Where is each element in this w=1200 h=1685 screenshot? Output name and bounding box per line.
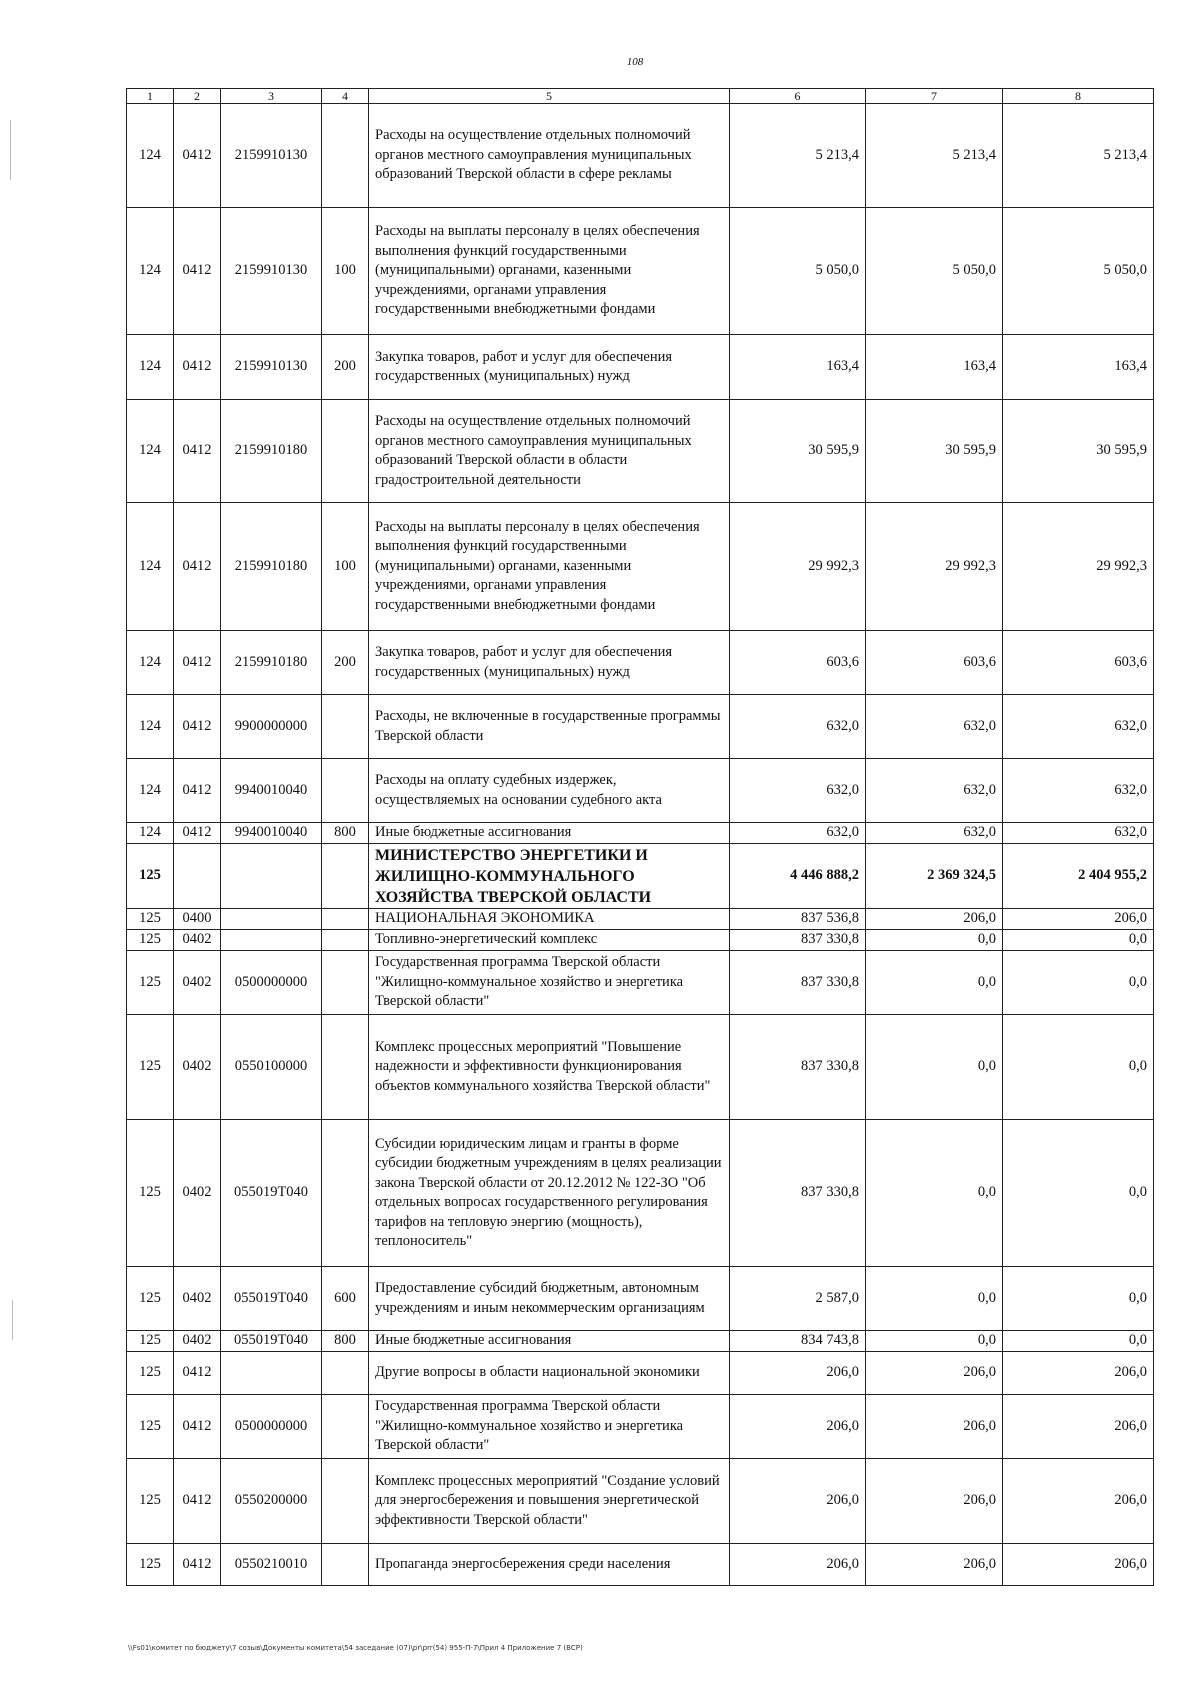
cell-description: Пропаганда энергосбережения среди населения xyxy=(369,1544,730,1586)
cell-description: Расходы на оплату судебных издержек, осуществляемых на основании судебного акта xyxy=(369,759,730,823)
cell-amount-col8: 5 213,4 xyxy=(1003,104,1154,208)
cell-description: МИНИСТЕРСТВО ЭНЕРГЕТИКИ И ЖИЛИЩНО-КОММУНАЛЬНОГО ХОЗЯЙСТВА ТВЕРСКОЙ ОБЛАСТИ xyxy=(369,844,730,909)
cell-target-article: 055019Т040 xyxy=(221,1331,322,1352)
cell-description: Предоставление субсидий бюджетным, автономным учреждениям и иным некоммерческим организациям xyxy=(369,1267,730,1331)
header-row xyxy=(127,89,1154,104)
cell-ministry-code: 125 xyxy=(127,1120,174,1267)
column-header: 7 xyxy=(866,89,1003,104)
cell-amount-col7: 163,4 xyxy=(866,335,1003,400)
cell-ministry-code: 125 xyxy=(127,1331,174,1352)
cell-amount-col6: 837 330,8 xyxy=(730,1120,866,1267)
cell-amount-col8: 632,0 xyxy=(1003,695,1154,759)
cell-amount-col8: 0,0 xyxy=(1003,930,1154,951)
table-row xyxy=(127,1352,1154,1395)
cell-expense-type xyxy=(322,104,369,208)
scan-edge-mark xyxy=(10,120,11,180)
cell-amount-col6: 206,0 xyxy=(730,1459,866,1544)
cell-target-article: 0500000000 xyxy=(221,1395,322,1459)
cell-description: Закупка товаров, работ и услуг для обеспечения государственных (муниципальных) нужд xyxy=(369,335,730,400)
cell-target-article xyxy=(221,844,322,909)
cell-description: Расходы на выплаты персоналу в целях обеспечения выполнения функций государственными (муниципальными) органами, казенными учреждениями, органами управления государственными внебюджетными фондами xyxy=(369,208,730,335)
cell-section-code: 0412 xyxy=(174,503,221,631)
cell-description: НАЦИОНАЛЬНАЯ ЭКОНОМИКА xyxy=(369,909,730,930)
cell-target-article: 055019Т040 xyxy=(221,1267,322,1331)
cell-expense-type xyxy=(322,930,369,951)
cell-target-article: 0550210010 xyxy=(221,1544,322,1586)
table-row xyxy=(127,1395,1154,1459)
cell-target-article: 2159910130 xyxy=(221,208,322,335)
cell-amount-col6: 163,4 xyxy=(730,335,866,400)
cell-amount-col6: 603,6 xyxy=(730,631,866,695)
cell-target-article xyxy=(221,909,322,930)
cell-amount-col8: 163,4 xyxy=(1003,335,1154,400)
cell-amount-col6: 837 536,8 xyxy=(730,909,866,930)
footer-file-path: \\Fs01\комитет по бюджету\7 созыв\Документы комитета\54 заседание (07)\pr\prr(54) 955-П-7\Прил 4 Приложение 7 (ВСР) xyxy=(128,1644,583,1652)
cell-amount-col6: 2 587,0 xyxy=(730,1267,866,1331)
cell-ministry-code: 124 xyxy=(127,823,174,844)
cell-amount-col8: 0,0 xyxy=(1003,1120,1154,1267)
cell-expense-type xyxy=(322,844,369,909)
cell-section-code: 0400 xyxy=(174,909,221,930)
column-header: 5 xyxy=(369,89,730,104)
page-number: 108 xyxy=(626,56,644,68)
cell-ministry-code: 125 xyxy=(127,1544,174,1586)
table-row xyxy=(127,759,1154,823)
table-row xyxy=(127,695,1154,759)
cell-amount-col7: 206,0 xyxy=(866,1395,1003,1459)
cell-amount-col7: 0,0 xyxy=(866,951,1003,1015)
cell-ministry-code: 125 xyxy=(127,844,174,909)
cell-target-article: 055019Т040 xyxy=(221,1120,322,1267)
cell-amount-col7: 0,0 xyxy=(866,1331,1003,1352)
cell-amount-col8: 30 595,9 xyxy=(1003,400,1154,503)
cell-ministry-code: 124 xyxy=(127,503,174,631)
cell-description: Комплекс процессных мероприятий "Повышение надежности и эффективности функционирования объектов коммунального хозяйства Тверской области" xyxy=(369,1015,730,1120)
cell-target-article: 2159910180 xyxy=(221,631,322,695)
cell-section-code: 0412 xyxy=(174,104,221,208)
cell-amount-col8: 603,6 xyxy=(1003,631,1154,695)
cell-amount-col6: 5 213,4 xyxy=(730,104,866,208)
cell-expense-type xyxy=(322,759,369,823)
table-row xyxy=(127,631,1154,695)
cell-amount-col7: 29 992,3 xyxy=(866,503,1003,631)
cell-target-article: 0550100000 xyxy=(221,1015,322,1120)
cell-amount-col8: 206,0 xyxy=(1003,1459,1154,1544)
cell-amount-col8: 0,0 xyxy=(1003,1267,1154,1331)
cell-target-article: 0550200000 xyxy=(221,1459,322,1544)
cell-ministry-code: 125 xyxy=(127,1015,174,1120)
cell-section-code xyxy=(174,844,221,909)
cell-expense-type xyxy=(322,1015,369,1120)
cell-expense-type xyxy=(322,1352,369,1395)
cell-description: Государственная программа Тверской области "Жилищно-коммунальное хозяйство и энергетика Тверской области" xyxy=(369,951,730,1015)
cell-description: Субсидии юридическим лицам и гранты в форме субсидии бюджетным учреждениям в целях реализации закона Тверской области от 20.12.2012 № 122-ЗО "Об отдельных вопросах государственного регулирования тарифов на тепловую энергию (мощность), теплоноситель" xyxy=(369,1120,730,1267)
cell-ministry-code: 125 xyxy=(127,909,174,930)
cell-target-article: 9900000000 xyxy=(221,695,322,759)
cell-amount-col7: 0,0 xyxy=(866,1267,1003,1331)
cell-amount-col6: 206,0 xyxy=(730,1352,866,1395)
column-header: 4 xyxy=(322,89,369,104)
column-header: 3 xyxy=(221,89,322,104)
cell-ministry-code: 124 xyxy=(127,695,174,759)
column-header: 2 xyxy=(174,89,221,104)
cell-description: Комплекс процессных мероприятий "Создание условий для энергосбережения и повышения энергетической эффективности Тверской области" xyxy=(369,1459,730,1544)
cell-expense-type xyxy=(322,1395,369,1459)
cell-amount-col6: 837 330,8 xyxy=(730,1015,866,1120)
table-row xyxy=(127,400,1154,503)
cell-amount-col8: 2 404 955,2 xyxy=(1003,844,1154,909)
cell-ministry-code: 124 xyxy=(127,335,174,400)
cell-ministry-code: 125 xyxy=(127,1352,174,1395)
cell-target-article xyxy=(221,930,322,951)
cell-section-code: 0412 xyxy=(174,1459,221,1544)
cell-amount-col8: 206,0 xyxy=(1003,1395,1154,1459)
table-row xyxy=(127,1544,1154,1586)
cell-target-article xyxy=(221,1352,322,1395)
cell-amount-col6: 206,0 xyxy=(730,1544,866,1586)
cell-amount-col7: 0,0 xyxy=(866,1120,1003,1267)
cell-amount-col6: 206,0 xyxy=(730,1395,866,1459)
cell-amount-col7: 5 213,4 xyxy=(866,104,1003,208)
cell-expense-type xyxy=(322,909,369,930)
cell-section-code: 0402 xyxy=(174,1331,221,1352)
cell-amount-col7: 632,0 xyxy=(866,695,1003,759)
cell-expense-type: 600 xyxy=(322,1267,369,1331)
table-row xyxy=(127,909,1154,930)
cell-expense-type xyxy=(322,951,369,1015)
cell-amount-col7: 603,6 xyxy=(866,631,1003,695)
cell-ministry-code: 125 xyxy=(127,1459,174,1544)
cell-section-code: 0402 xyxy=(174,1015,221,1120)
cell-amount-col7: 0,0 xyxy=(866,1015,1003,1120)
cell-target-article: 0500000000 xyxy=(221,951,322,1015)
cell-description: Иные бюджетные ассигнования xyxy=(369,1331,730,1352)
cell-section-code: 0412 xyxy=(174,400,221,503)
cell-expense-type xyxy=(322,1120,369,1267)
cell-description: Закупка товаров, работ и услуг для обеспечения государственных (муниципальных) нужд xyxy=(369,631,730,695)
cell-description: Иные бюджетные ассигнования xyxy=(369,823,730,844)
cell-amount-col8: 632,0 xyxy=(1003,823,1154,844)
cell-ministry-code: 124 xyxy=(127,400,174,503)
table-row xyxy=(127,208,1154,335)
cell-ministry-code: 124 xyxy=(127,631,174,695)
cell-amount-col6: 632,0 xyxy=(730,823,866,844)
cell-description: Расходы на осуществление отдельных полномочий органов местного самоуправления муниципальных образований Тверской области в сфере рекламы xyxy=(369,104,730,208)
table-row xyxy=(127,503,1154,631)
cell-section-code: 0412 xyxy=(174,1544,221,1586)
column-header: 6 xyxy=(730,89,866,104)
table-row xyxy=(127,1331,1154,1352)
cell-description: Другие вопросы в области национальной экономики xyxy=(369,1352,730,1395)
cell-amount-col8: 632,0 xyxy=(1003,759,1154,823)
cell-target-article: 2159910130 xyxy=(221,104,322,208)
cell-amount-col8: 5 050,0 xyxy=(1003,208,1154,335)
cell-amount-col7: 206,0 xyxy=(866,1544,1003,1586)
cell-section-code: 0402 xyxy=(174,930,221,951)
cell-expense-type: 800 xyxy=(322,823,369,844)
cell-description: Расходы на осуществление отдельных полномочий органов местного самоуправления муниципальных образований Тверской области в области градостроительной деятельности xyxy=(369,400,730,503)
table-row xyxy=(127,1015,1154,1120)
cell-description: Расходы на выплаты персоналу в целях обеспечения выполнения функций государственными (муниципальными) органами, казенными учреждениями, органами управления государственными внебюджетными фондами xyxy=(369,503,730,631)
cell-amount-col6: 5 050,0 xyxy=(730,208,866,335)
cell-amount-col6: 30 595,9 xyxy=(730,400,866,503)
cell-section-code: 0412 xyxy=(174,208,221,335)
table-row-ministry-total xyxy=(127,844,1154,909)
cell-expense-type: 200 xyxy=(322,335,369,400)
cell-expense-type xyxy=(322,1544,369,1586)
cell-section-code: 0412 xyxy=(174,695,221,759)
table-row xyxy=(127,1267,1154,1331)
cell-amount-col7: 2 369 324,5 xyxy=(866,844,1003,909)
cell-section-code: 0412 xyxy=(174,631,221,695)
cell-amount-col8: 206,0 xyxy=(1003,909,1154,930)
cell-ministry-code: 124 xyxy=(127,208,174,335)
cell-ministry-code: 124 xyxy=(127,759,174,823)
cell-amount-col7: 206,0 xyxy=(866,909,1003,930)
cell-amount-col7: 206,0 xyxy=(866,1459,1003,1544)
cell-amount-col6: 632,0 xyxy=(730,759,866,823)
cell-target-article: 9940010040 xyxy=(221,759,322,823)
cell-description: Топливно-энергетический комплекс xyxy=(369,930,730,951)
cell-amount-col6: 837 330,8 xyxy=(730,930,866,951)
table-row xyxy=(127,930,1154,951)
cell-amount-col7: 206,0 xyxy=(866,1352,1003,1395)
table-row xyxy=(127,335,1154,400)
table-row xyxy=(127,1120,1154,1267)
cell-amount-col7: 30 595,9 xyxy=(866,400,1003,503)
cell-section-code: 0402 xyxy=(174,951,221,1015)
cell-expense-type xyxy=(322,1459,369,1544)
cell-section-code: 0412 xyxy=(174,759,221,823)
cell-ministry-code: 125 xyxy=(127,951,174,1015)
cell-section-code: 0412 xyxy=(174,335,221,400)
cell-section-code: 0402 xyxy=(174,1120,221,1267)
cell-expense-type: 200 xyxy=(322,631,369,695)
cell-amount-col7: 5 050,0 xyxy=(866,208,1003,335)
column-header: 1 xyxy=(127,89,174,104)
cell-amount-col7: 632,0 xyxy=(866,823,1003,844)
cell-amount-col8: 206,0 xyxy=(1003,1544,1154,1586)
cell-amount-col8: 0,0 xyxy=(1003,951,1154,1015)
cell-description: Расходы, не включенные в государственные программы Тверской области xyxy=(369,695,730,759)
table-row xyxy=(127,1459,1154,1544)
cell-amount-col6: 837 330,8 xyxy=(730,951,866,1015)
cell-description: Государственная программа Тверской области "Жилищно-коммунальное хозяйство и энергетика Тверской области" xyxy=(369,1395,730,1459)
table-row xyxy=(127,104,1154,208)
cell-amount-col8: 29 992,3 xyxy=(1003,503,1154,631)
cell-amount-col6: 632,0 xyxy=(730,695,866,759)
cell-target-article: 2159910180 xyxy=(221,400,322,503)
cell-amount-col6: 4 446 888,2 xyxy=(730,844,866,909)
table-row xyxy=(127,823,1154,844)
cell-expense-type: 100 xyxy=(322,208,369,335)
cell-section-code: 0402 xyxy=(174,1267,221,1331)
cell-amount-col8: 0,0 xyxy=(1003,1015,1154,1120)
cell-amount-col6: 29 992,3 xyxy=(730,503,866,631)
cell-ministry-code: 125 xyxy=(127,1267,174,1331)
cell-amount-col8: 0,0 xyxy=(1003,1331,1154,1352)
cell-amount-col8: 206,0 xyxy=(1003,1352,1154,1395)
cell-expense-type xyxy=(322,695,369,759)
cell-ministry-code: 124 xyxy=(127,104,174,208)
cell-ministry-code: 125 xyxy=(127,930,174,951)
cell-target-article: 2159910130 xyxy=(221,335,322,400)
cell-expense-type: 100 xyxy=(322,503,369,631)
budget-table xyxy=(126,88,1154,1586)
table-row xyxy=(127,951,1154,1015)
cell-section-code: 0412 xyxy=(174,1352,221,1395)
cell-target-article: 2159910180 xyxy=(221,503,322,631)
cell-amount-col7: 632,0 xyxy=(866,759,1003,823)
cell-ministry-code: 125 xyxy=(127,1395,174,1459)
cell-expense-type xyxy=(322,400,369,503)
scan-edge-mark xyxy=(12,1300,13,1340)
cell-amount-col6: 834 743,8 xyxy=(730,1331,866,1352)
cell-section-code: 0412 xyxy=(174,823,221,844)
cell-expense-type: 800 xyxy=(322,1331,369,1352)
column-header: 8 xyxy=(1003,89,1154,104)
cell-target-article: 9940010040 xyxy=(221,823,322,844)
cell-section-code: 0412 xyxy=(174,1395,221,1459)
cell-amount-col7: 0,0 xyxy=(866,930,1003,951)
